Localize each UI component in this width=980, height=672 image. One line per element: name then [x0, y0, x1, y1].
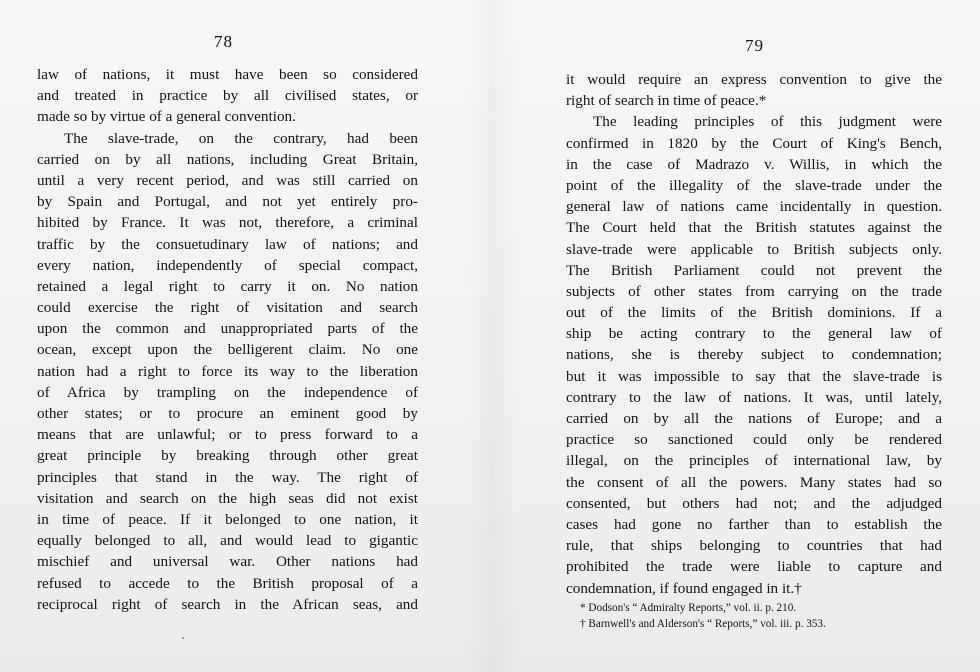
text-line: rule, that ships belonging to countries that had	[566, 537, 942, 555]
text-line: retained a legal right to carry it on. No nation	[37, 277, 418, 295]
text-line: ocean, except upon the belligerent claim. No one	[37, 341, 418, 359]
text-line: condemnation, if found engaged in it.†	[566, 579, 802, 597]
text-line: by Spain and Portugal, and not yet entirely pro-	[37, 193, 418, 211]
text-line: slave-trade were applicable to British subjects only.	[566, 240, 942, 258]
text-line: principles that stand in the way. The right of	[37, 468, 418, 486]
paper-speck	[182, 637, 184, 639]
page-number: 78	[214, 32, 233, 51]
text-line: means that are unlawful; or to press forward to a	[37, 426, 418, 444]
text-line: mischief and universal war. Other nations had	[37, 553, 418, 571]
text-line: The leading principles of this judgment were	[593, 113, 942, 131]
text-line: contrary to the law of nations. It was, until lately,	[566, 388, 942, 406]
text-line: visitation and search on the high seas did not exist	[37, 489, 418, 507]
text-line: The slave-trade, on the contrary, had been	[64, 129, 418, 147]
text-line: carried on by all the nations of Europe; and a	[566, 410, 942, 427]
text-line: point of the illegality of the slave-trade under the	[566, 176, 942, 194]
text-line: general law of nations came incidentally in question.	[566, 198, 942, 216]
text-line: The Court held that the British statutes against the	[566, 219, 942, 237]
text-line: refused to accede to the British proposal of a	[37, 574, 418, 592]
page-number: 79	[745, 36, 764, 55]
text-line: illegal, on the principles of international law, by	[566, 452, 942, 470]
text-line: great principle by breaking through other great	[37, 447, 418, 465]
text-line: of Africa by trampling on the independence of	[37, 383, 418, 401]
text-line: The British Parliament could not prevent the	[566, 261, 942, 279]
text-line: out of the limits of the British dominions. If a	[566, 304, 942, 322]
text-line: law of nations, it must have been so considered	[37, 66, 418, 83]
text-line: other states; or to procure an eminent good by	[37, 405, 418, 422]
text-line: it would require an express convention to give the	[566, 71, 942, 88]
body-text	[566, 69, 942, 599]
text-line: ship be acting contrary to the general law of	[566, 325, 942, 343]
text-line: carried on by all nations, including Great Britain,	[37, 150, 418, 168]
body-text	[37, 64, 418, 615]
footnote: † Barnwell's and Alderson's “ Reports,” vol. iii. p. 353.	[580, 618, 826, 630]
text-line: and treated in practice by all civilised states, or	[37, 87, 418, 105]
text-line: right of search in time of peace.*	[566, 92, 767, 110]
text-line: until a very recent period, and was still carried on	[37, 171, 418, 189]
text-line: hibited by France. It was not, therefore, a criminal	[37, 214, 418, 232]
text-line: nation had a right to force its way to the liberation	[37, 362, 418, 380]
text-line: prohibited the trade were liable to capture and	[566, 558, 942, 576]
text-line: subjects of other states from carrying on the trade	[566, 282, 942, 300]
text-line: consented, but others had not; and the adjudged	[566, 494, 942, 512]
text-line: could exercise the right of visitation and search	[37, 299, 418, 317]
text-line: made so by virtue of a general convention.	[37, 108, 296, 126]
text-line: practice so sanctioned could only be rendered	[566, 431, 942, 449]
text-line: traffic by the consuetudinary law of nations; and	[37, 235, 418, 253]
text-line: upon the common and unappropriated parts of the	[37, 320, 418, 338]
text-line: cases had gone no farther than to establish the	[566, 515, 942, 533]
text-line: confirmed in 1820 by the Court of King's Bench,	[566, 134, 942, 152]
text-line: reciprocal right of search in the African seas, and	[37, 595, 418, 613]
text-line: every nation, independently of special compact,	[37, 256, 418, 274]
text-line: nations, she is thereby subject to condemnation;	[566, 346, 942, 364]
text-line: but it was impossible to say that the slave-trade is	[566, 367, 942, 385]
footnote: * Dodson's “ Admiralty Reports,” vol. ii. p. 210.	[580, 602, 797, 614]
text-line: in the case of Madrazo v. Willis, in which the	[566, 155, 942, 173]
right-page	[490, 0, 980, 672]
text-line: equally belonged to all, and would lead to gigantic	[37, 532, 418, 550]
text-line: the consent of all the powers. Many states had so	[566, 473, 942, 491]
text-line: in time of peace. If it belonged to one nation, it	[37, 510, 418, 528]
footnotes	[580, 600, 960, 632]
